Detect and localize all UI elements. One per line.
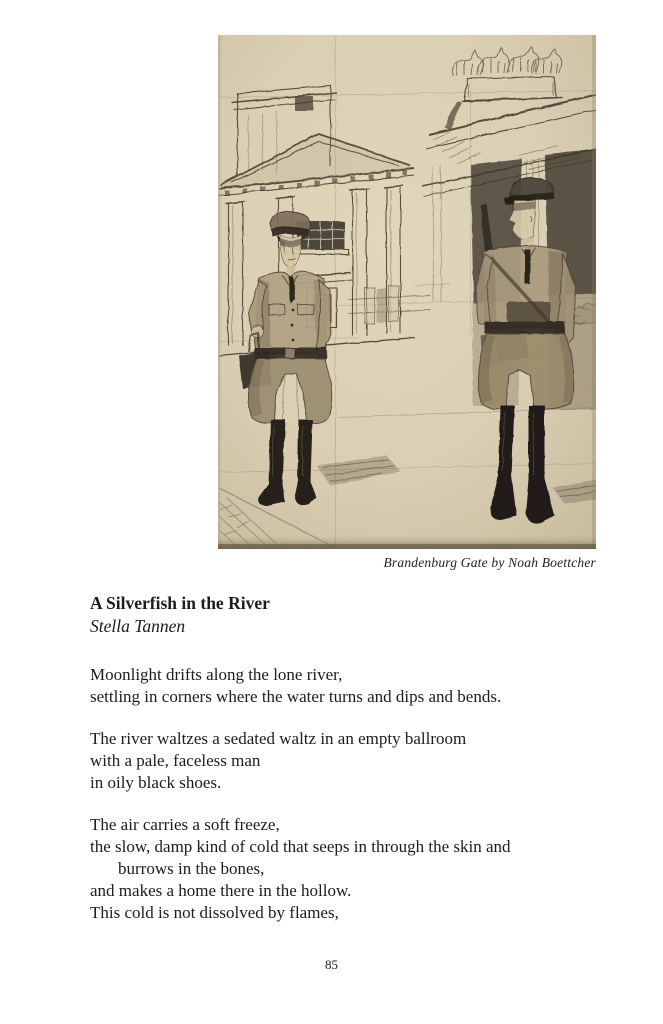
poem-line: burrows in the bones, bbox=[118, 859, 265, 878]
poem-line: the slow, damp kind of cold that seeps in through the skin and bbox=[90, 837, 511, 856]
poem-line: The river waltzes a sedated waltz in an empty ballroom bbox=[90, 729, 467, 748]
poem-line: and makes a home there in the hollow. bbox=[90, 881, 352, 900]
poem-line: settling in corners where the water turns and dips and bends. bbox=[90, 687, 502, 706]
poem-body bbox=[90, 664, 645, 924]
illustration-brandenburg-gate bbox=[218, 35, 596, 549]
poem-block bbox=[90, 592, 645, 924]
page-number: 85 bbox=[325, 957, 338, 972]
stanza bbox=[90, 728, 645, 794]
poem-title: A Silverfish in the River bbox=[90, 593, 270, 613]
figure-caption: Brandenburg Gate by Noah Boettcher bbox=[383, 555, 596, 570]
paper-grain bbox=[218, 35, 596, 549]
poem-line: with a pale, faceless man bbox=[90, 751, 261, 770]
stanza bbox=[90, 664, 645, 708]
poem-author: Stella Tannen bbox=[90, 616, 186, 636]
poem-line: Moonlight drifts along the lone river, bbox=[90, 665, 343, 684]
poem-line: The air carries a soft freeze, bbox=[90, 815, 280, 834]
poem-line: This cold is not dissolved by flames, bbox=[90, 903, 339, 922]
figure bbox=[218, 35, 596, 572]
poem-line: in oily black shoes. bbox=[90, 773, 222, 792]
stanza bbox=[90, 814, 645, 924]
